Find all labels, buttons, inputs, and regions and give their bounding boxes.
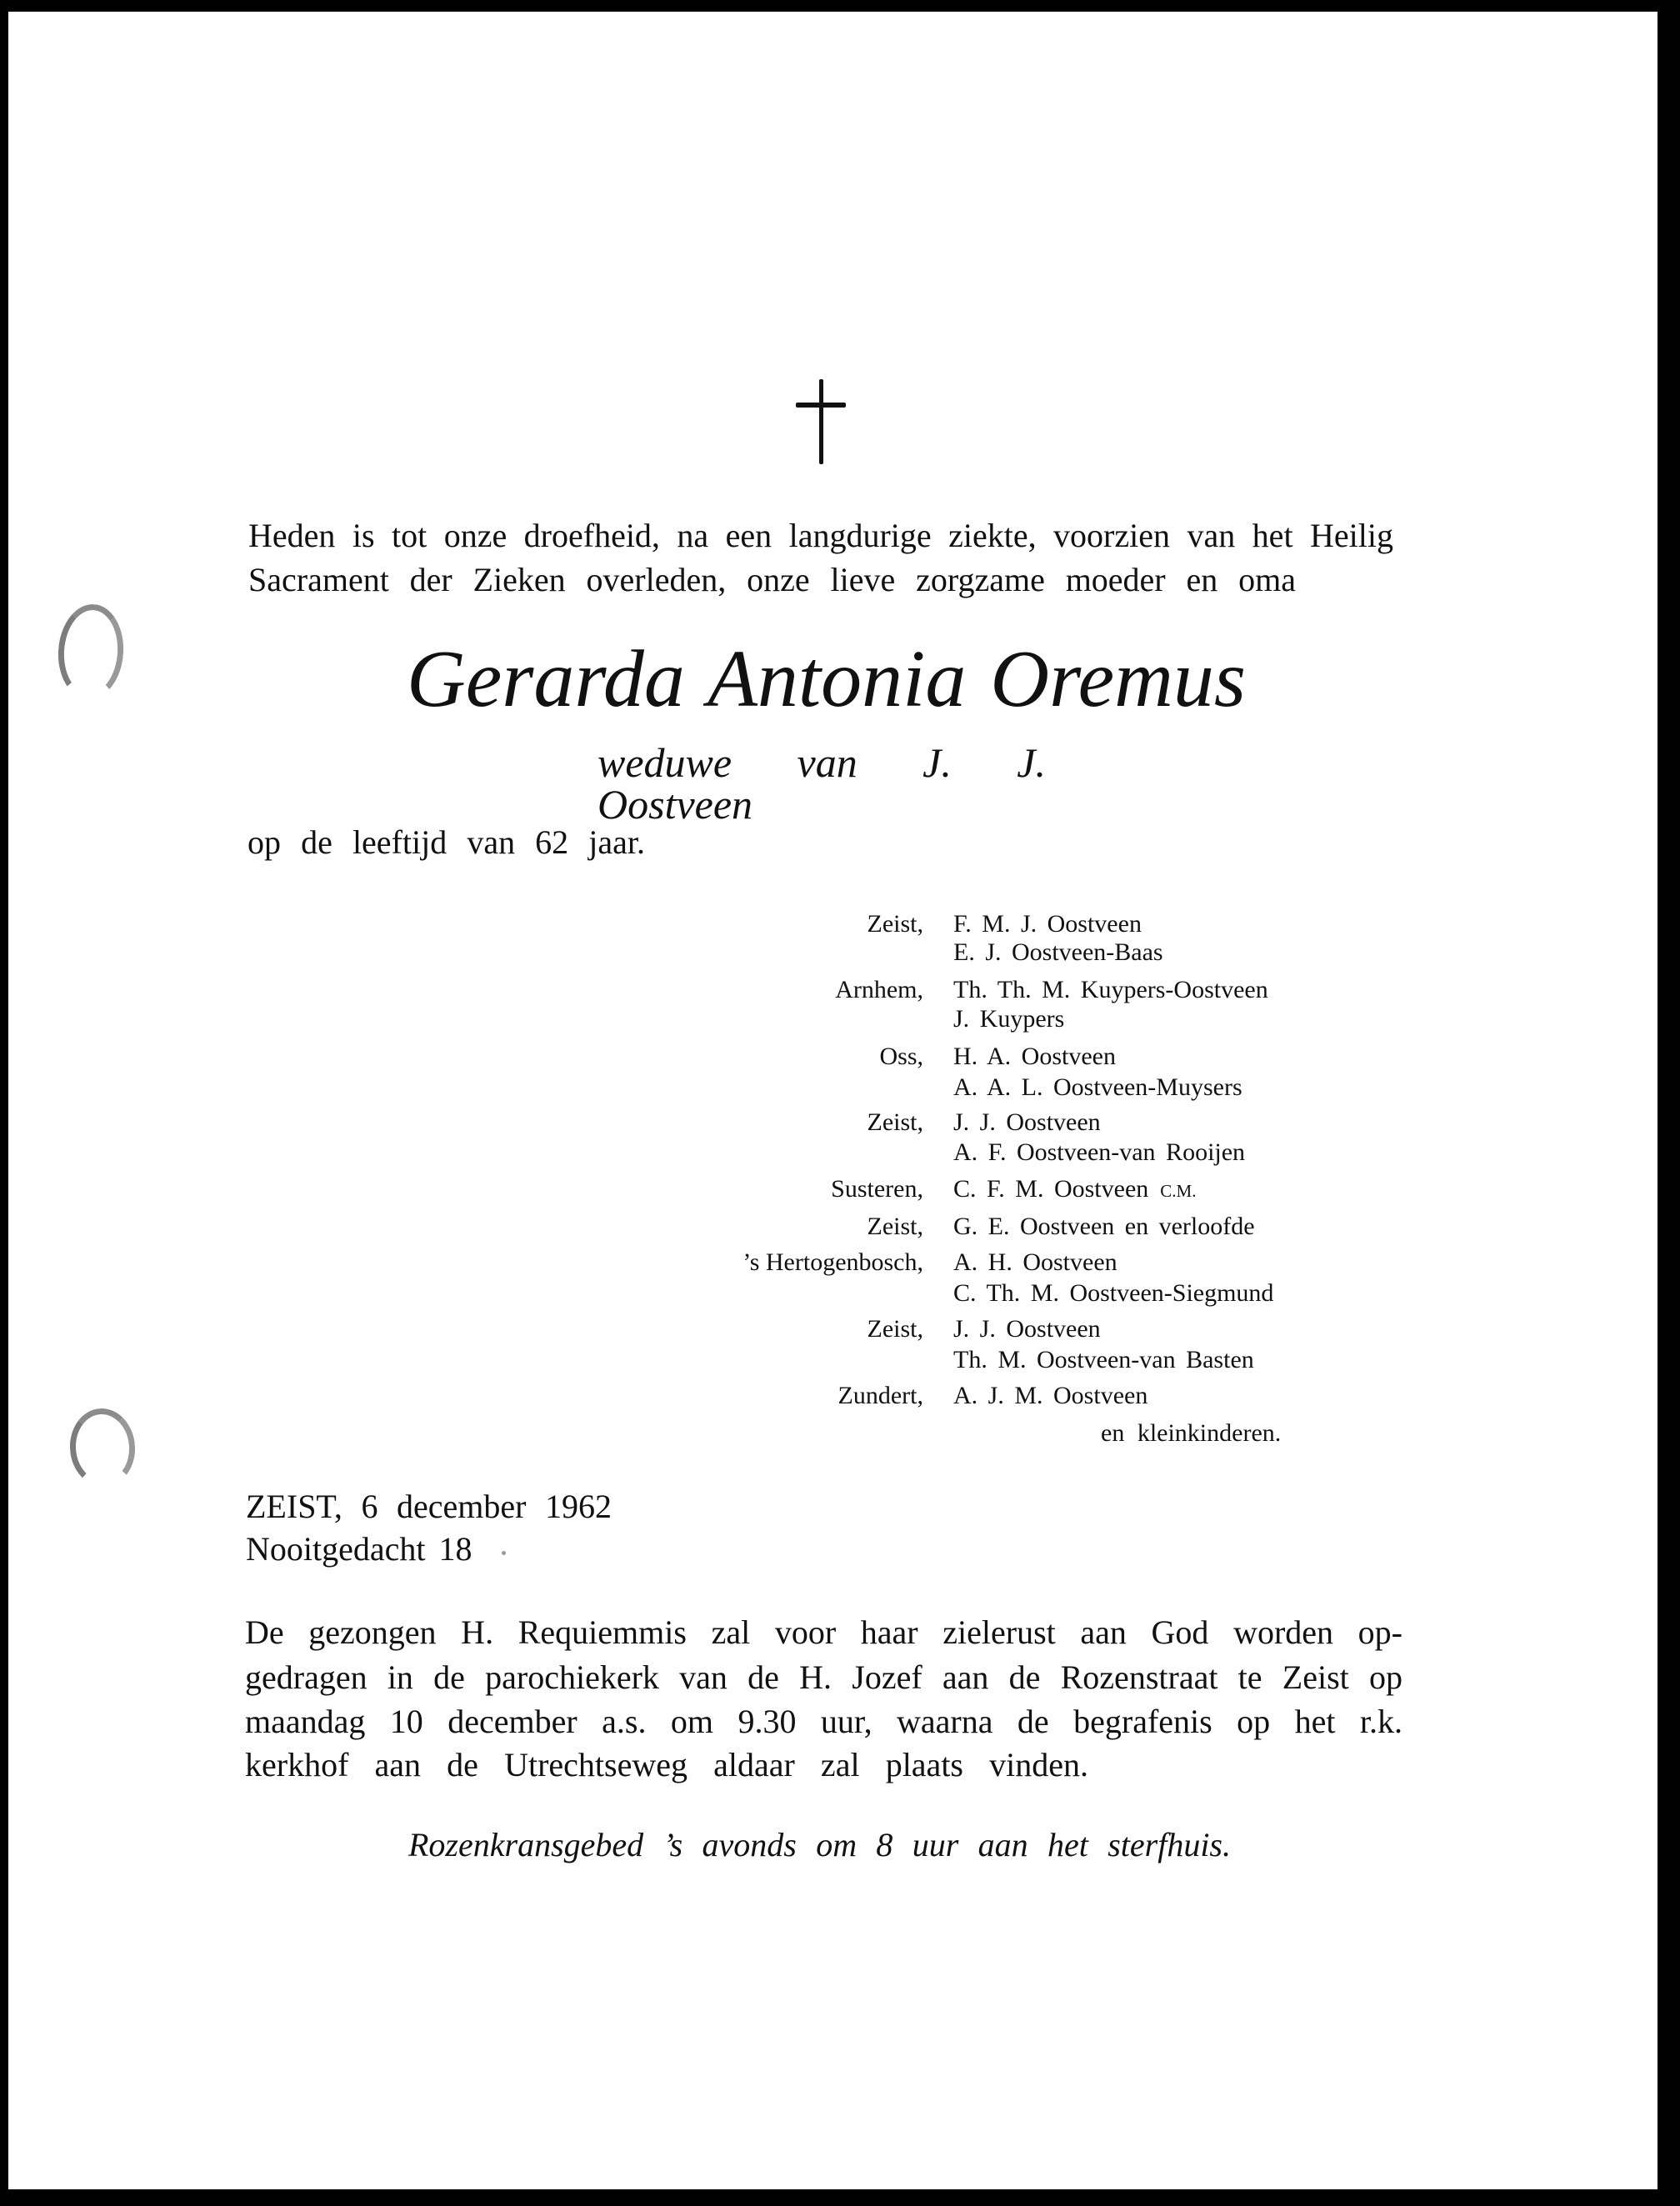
- family-member: A. H. Oostveen: [953, 1248, 1118, 1276]
- family-member: E. J. Oostveen-Baas: [953, 938, 1163, 966]
- family-entry-continued: [0, 1075, 1680, 1100]
- family-city: Zeist,: [867, 910, 923, 938]
- family-entry-continued: [0, 1348, 1680, 1373]
- service-line-2: gedragen in de parochiekerk van de H. Jozef aan de Rozenstraat te Zeist op: [245, 1658, 1402, 1696]
- scan-border-bottom: [0, 2189, 1680, 2206]
- family-city: ’s Hertogenbosch,: [742, 1248, 923, 1276]
- scan-border-left: [0, 0, 8, 2206]
- family-city: Arnhem,: [835, 976, 923, 1003]
- family-entry-continued: [0, 940, 1680, 965]
- family-city: Zeist,: [867, 1108, 923, 1136]
- family-entry-continued: [0, 1281, 1680, 1306]
- family-member-name: C. F. M. Oostveen: [953, 1175, 1149, 1203]
- family-member-suffix: C.M.: [1160, 1181, 1197, 1201]
- family-entry: [0, 1044, 1680, 1069]
- family-city: Oss,: [879, 1043, 923, 1070]
- service-line-4: kerkhof aan de Utrechtseweg aldaar zal plaats vinden.: [245, 1746, 1088, 1783]
- rosary-line: Rozenkransgebed ’s avonds om 8 uur aan het sterfhuis.: [408, 1826, 1231, 1863]
- address: Nooitgedacht 18: [246, 1530, 472, 1568]
- widow-of-line: weduwe van J. J. Oostveen: [598, 739, 1046, 828]
- family-member: F. M. J. Oostveen: [953, 910, 1142, 938]
- family-entry: [0, 1383, 1680, 1408]
- family-entry: [0, 1177, 1680, 1202]
- family-member: J. Kuypers: [953, 1005, 1065, 1033]
- deceased-name: Gerarda Antonia Oremus: [407, 634, 1246, 724]
- family-member: A. F. Oostveen-van Rooijen: [953, 1138, 1246, 1166]
- punch-hole-mark: [55, 602, 127, 701]
- family-entry: [0, 1214, 1680, 1239]
- cross-vertical-bar: [819, 379, 823, 464]
- grandchildren-line: [0, 1421, 1680, 1446]
- scan-border-top: [0, 0, 1680, 12]
- family-city: Zundert,: [838, 1382, 923, 1409]
- scan-border-right: [1658, 0, 1680, 2206]
- family-city: Zeist,: [867, 1213, 923, 1240]
- family-member: G. E. Oostveen en verloofde: [953, 1213, 1255, 1240]
- grandchildren: en kleinkinderen.: [1101, 1419, 1282, 1447]
- family-member: A. J. M. Oostveen: [953, 1382, 1148, 1409]
- family-member: [953, 1177, 1196, 1203]
- punch-hole-mark: [68, 1406, 138, 1488]
- family-entry: [0, 912, 1680, 937]
- family-member: H. A. Oostveen: [953, 1043, 1116, 1070]
- family-entry: [0, 1317, 1680, 1342]
- family-member: J. J. Oostveen: [953, 1315, 1101, 1343]
- age-line: op de leeftijd van 62 jaar.: [248, 823, 645, 861]
- family-city: Zeist,: [867, 1315, 923, 1343]
- family-member: A. A. L. Oostveen-Muysers: [953, 1073, 1242, 1101]
- family-entry-continued: [0, 1007, 1680, 1032]
- intro-line-1: Heden is tot onze droefheid, na een langdurige ziekte, voorzien van het Heilig: [248, 517, 1393, 554]
- family-entry: [0, 978, 1680, 1003]
- family-entry: [0, 1110, 1680, 1135]
- place-date: ZEIST, 6 december 1962: [246, 1488, 612, 1525]
- service-line-1: De gezongen H. Requiemmis zal voor haar zielerust aan God worden op-: [245, 1613, 1402, 1651]
- family-entry-continued: [0, 1140, 1680, 1165]
- intro-line-2: Sacrament der Zieken overleden, onze lieve zorgzame moeder en oma: [248, 561, 1296, 598]
- service-line-3: maandag 10 december a.s. om 9.30 uur, waarna de begrafenis op het r.k.: [245, 1703, 1402, 1740]
- print-speck: [502, 1551, 506, 1555]
- cross-horizontal-bar: [796, 403, 846, 408]
- family-city: Susteren,: [831, 1175, 923, 1203]
- family-member: Th. Th. M. Kuypers-Oostveen: [953, 976, 1268, 1003]
- family-member: C. Th. M. Oostveen-Siegmund: [953, 1279, 1274, 1307]
- family-entry: [0, 1250, 1680, 1275]
- family-member: Th. M. Oostveen-van Basten: [953, 1346, 1254, 1373]
- family-member: J. J. Oostveen: [953, 1108, 1101, 1136]
